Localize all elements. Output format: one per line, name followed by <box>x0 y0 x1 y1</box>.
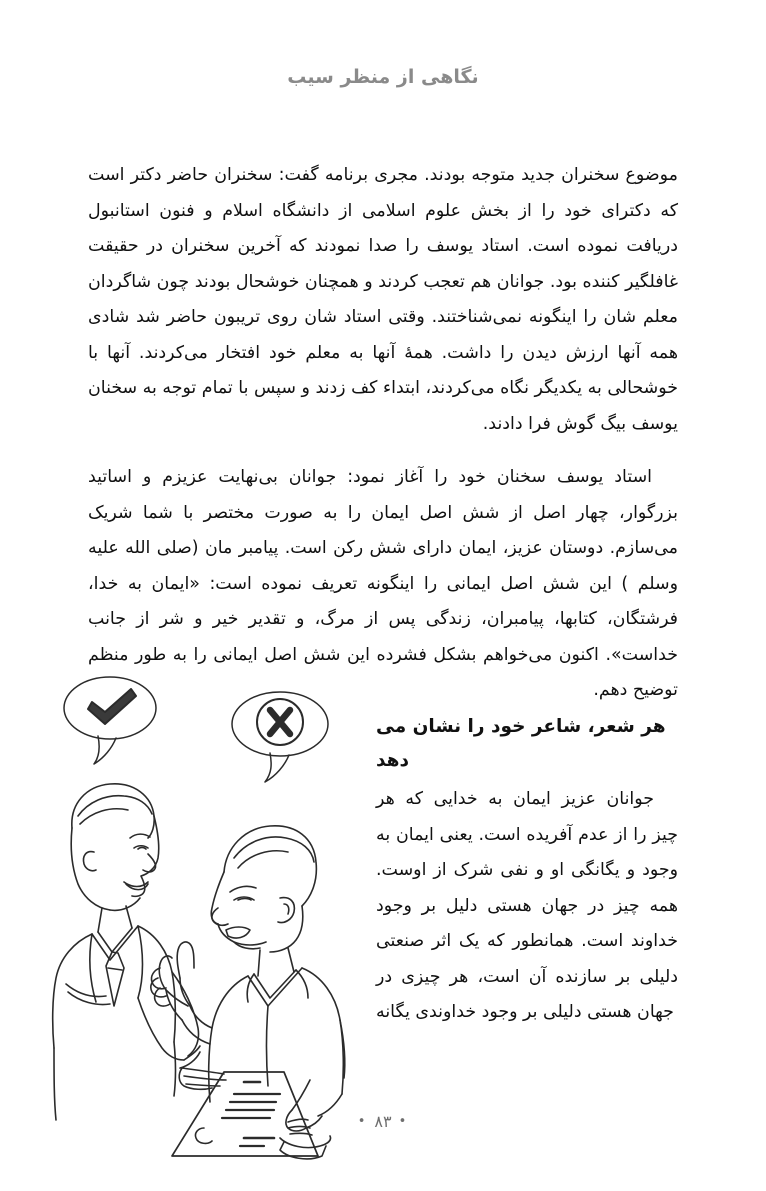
running-header-title: نگاهی از منظر سیب <box>287 66 479 88</box>
folio-number: ۸۳ <box>374 1112 392 1131</box>
section-paragraph: جوانان عزیز ایمان به خدایی که هر چیز را از عدم آفریده است. یعنی ایمان به وجود و یگانگی او و نفی شرک از اوست. همه چیز در جهان هستی دلیل بر وجود خداوند است. همانطور که یک اثر صنعتی دلیلی بر سازنده آن است، هر چیزی در جهان هستی دلیلی بر وجود خداوندی یگانه <box>376 789 678 1022</box>
paragraph-1: موضوع سخنران جدید متوجه بودند. مجری برنامه گفت: سخنران حاضر دکتر است که دکترای خود را از بخش علوم اسلامی از دانشگاه اسلام و فنون استانبول دریافت نموده است. استاد یوسف را صدا نمودند که آخرین سخنران در حقیقت غافلگیر کننده بود. جوانان هم تعجب کردند و همچنان خوشحال بودند چون شاگردان معلم شان را اینگونه نمی‌شناختند. وقتی استاد شان روی تریبون حاضر شد شادی همه آنها ارزش دیدن را داشت. همهٔ آنها به معلم خود افتخار می‌کردند. آنها با خوشحالی به یکدیگر نگاه می‌کردند، ابتداء کف زدند و سپس با تمام توجه به سخنان یوسف بیگ گوش فرا دادند. <box>88 165 678 434</box>
section-heading: هر شعر، شاعر خود را نشان می دهد <box>376 716 666 771</box>
speech-bubble-x <box>232 692 328 782</box>
folio-ornament-left: • <box>357 1114 368 1129</box>
page-folio <box>0 1111 766 1131</box>
illustration-two-men <box>48 676 348 1166</box>
paragraph-2: استاد یوسف سخنان خود را آغاز نمود: جوانان بی‌نهایت عزیزم و اساتید بزرگوار، چهار اصل از شش اصل ایمان را به صورت مختصر با شما شریک می‌سازم. دوستان عزیز، ایمان دارای شش رکن است. پیامبر مان (صلی الله علیه وسلم ) این شش اصل ایمانی را اینگونه تعریف نموده است: «ایمان به خدا، فرشتگان، کتابها، پیامبران، زندگی پس از مرگ، و تقدیر خیر و شر از جانب خداست». اکنون می‌خواهم بشکل فشرده این شش اصل ایمانی را به طور منظم توضیح دهم. <box>88 467 678 700</box>
left-man-figure <box>53 784 226 1120</box>
wrapped-text-column <box>376 694 678 1031</box>
folio-ornament-right: • <box>398 1114 409 1129</box>
main-text-column <box>88 158 678 709</box>
check-icon <box>88 689 136 724</box>
x-icon <box>257 699 303 745</box>
